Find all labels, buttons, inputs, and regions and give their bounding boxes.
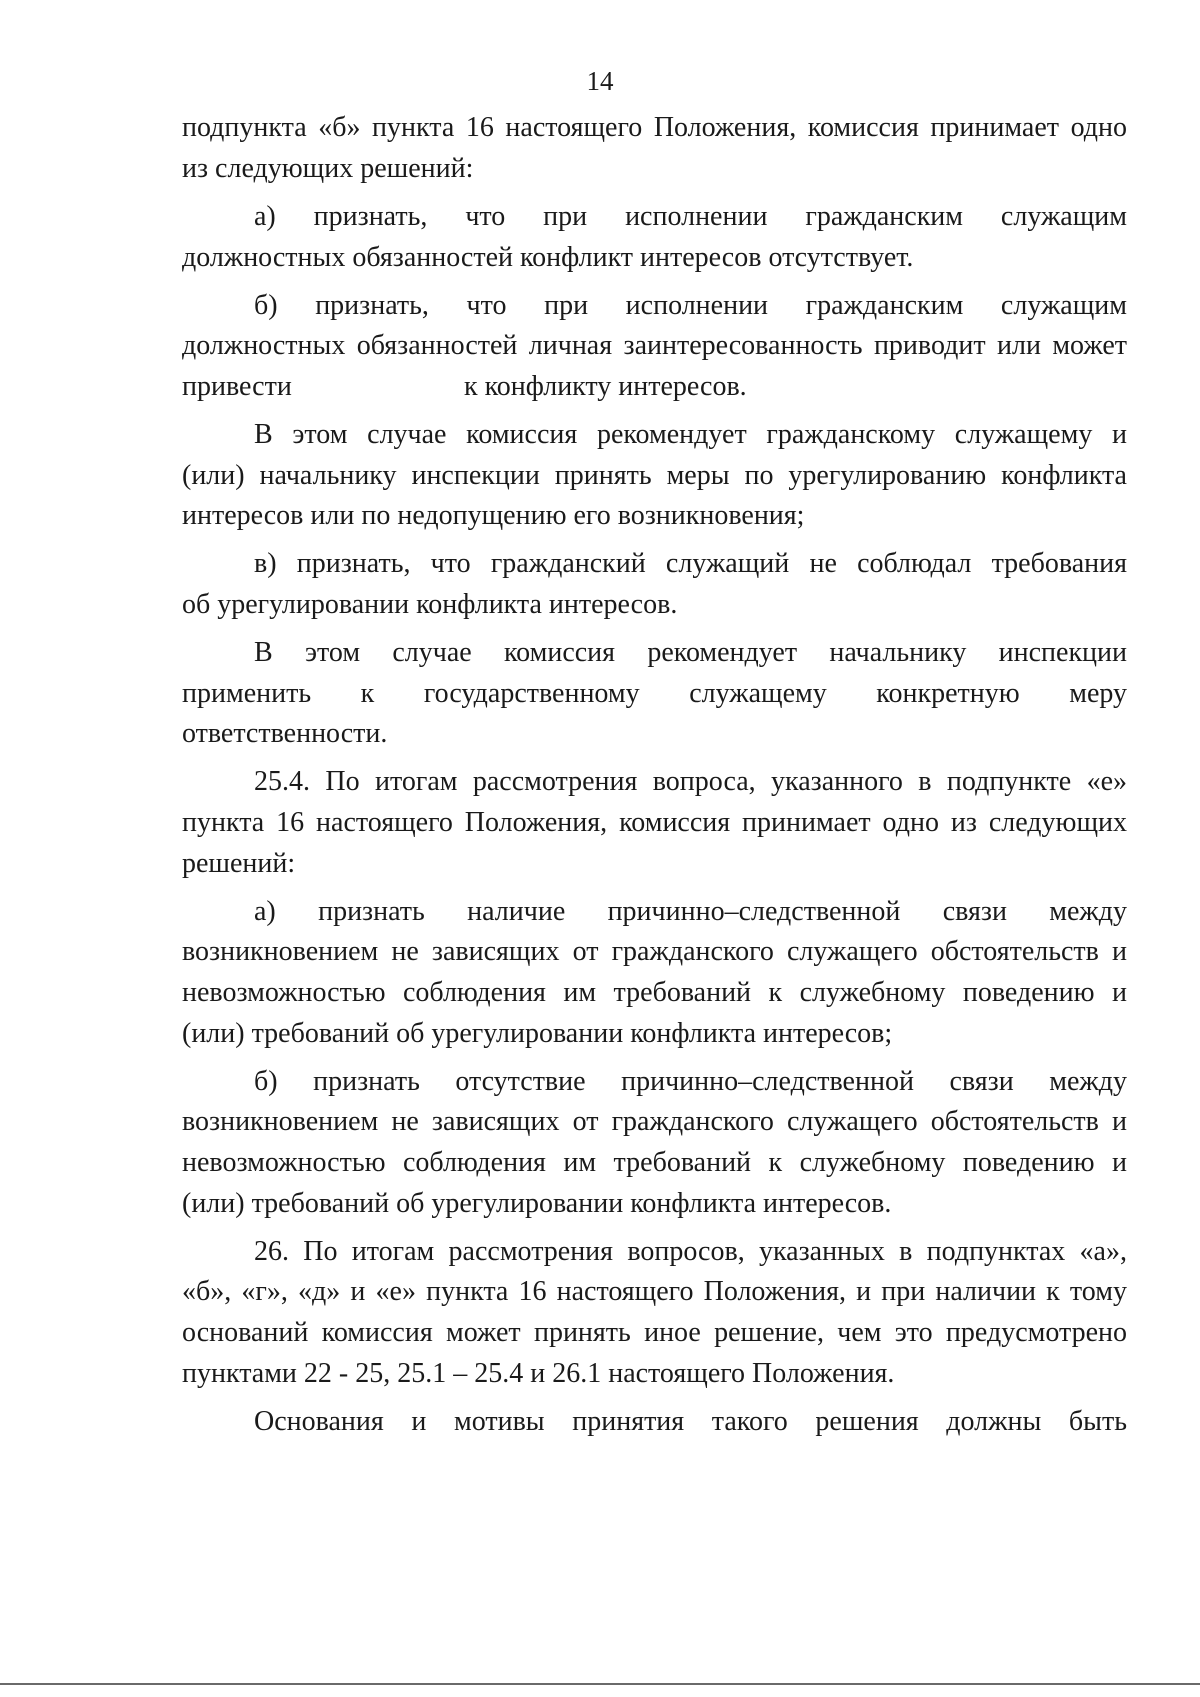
text-line: невозможностью соблюдения им требований к служебному поведению и bbox=[182, 1147, 1127, 1178]
text-line: (или) требований об урегулировании конфликта интересов; bbox=[182, 1018, 893, 1049]
page-number: 14 bbox=[586, 66, 614, 96]
text-line: в) признать, что гражданский служащий не соблюдал требования bbox=[254, 548, 1127, 579]
text-line: должностных обязанностей личная заинтересованность приводит или может bbox=[182, 330, 1127, 361]
scan-edge-line bbox=[0, 1683, 1200, 1685]
text-line: В этом случае комиссия рекомендует гражданскому служащему и bbox=[254, 419, 1127, 450]
text-line: возникновением не зависящих от гражданского служащего обстоятельств и bbox=[182, 936, 1127, 967]
text-line: ответственности. bbox=[182, 718, 388, 749]
text-line: (или) требований об урегулировании конфликта интересов. bbox=[182, 1188, 892, 1219]
text-line: а) признать наличие причинно–следственной связи между bbox=[254, 896, 1127, 927]
text-line: решений: bbox=[182, 848, 296, 879]
text-line: интересов или по недопущению его возникновения; bbox=[182, 500, 805, 531]
text-line: невозможностью соблюдения им требований к служебному поведению и bbox=[182, 977, 1127, 1008]
text-line: 25.4. По итогам рассмотрения вопроса, указанного в подпункте «е» bbox=[254, 766, 1127, 797]
text-line: привести bbox=[182, 371, 292, 402]
text-line: применить к государственному служащему конкретную меру bbox=[182, 678, 1127, 709]
text-line: об урегулировании конфликта интересов. bbox=[182, 589, 678, 620]
text-line: 26. По итогам рассмотрения вопросов, указанных в подпунктах «а», bbox=[254, 1236, 1127, 1267]
text-line: пунктами 22 - 25, 25.1 – 25.4 и 26.1 настоящего Положения. bbox=[182, 1358, 895, 1389]
text-line: должностных обязанностей конфликт интересов отсутствует. bbox=[182, 242, 914, 273]
text-line: возникновением не зависящих от гражданского служащего обстоятельств и bbox=[182, 1106, 1127, 1137]
text-line: «б», «г», «д» и «е» пункта 16 настоящего Положения, и при наличии к тому bbox=[182, 1276, 1127, 1307]
text-line: б) признать отсутствие причинно–следственной связи между bbox=[254, 1066, 1127, 1097]
text-line: к конфликту интересов. bbox=[464, 371, 747, 402]
text-line: а) признать, что при исполнении гражданским служащим bbox=[254, 201, 1127, 232]
text-line: В этом случае комиссия рекомендует начальнику инспекции bbox=[254, 637, 1127, 668]
text-line: оснований комиссия может принять иное решение, чем это предусмотрено bbox=[182, 1317, 1127, 1348]
text-line: подпункта «б» пункта 16 настоящего Положения, комиссия принимает одно bbox=[182, 112, 1127, 143]
text-line: б) признать, что при исполнении гражданским служащим bbox=[254, 290, 1127, 321]
text-line: Основания и мотивы принятия такого решения должны быть bbox=[254, 1406, 1127, 1437]
text-line: из следующих решений: bbox=[182, 153, 474, 184]
text-line: (или) начальнику инспекции принять меры по урегулированию конфликта bbox=[182, 460, 1127, 491]
text-line: пункта 16 настоящего Положения, комиссия принимает одно из следующих bbox=[182, 807, 1127, 838]
